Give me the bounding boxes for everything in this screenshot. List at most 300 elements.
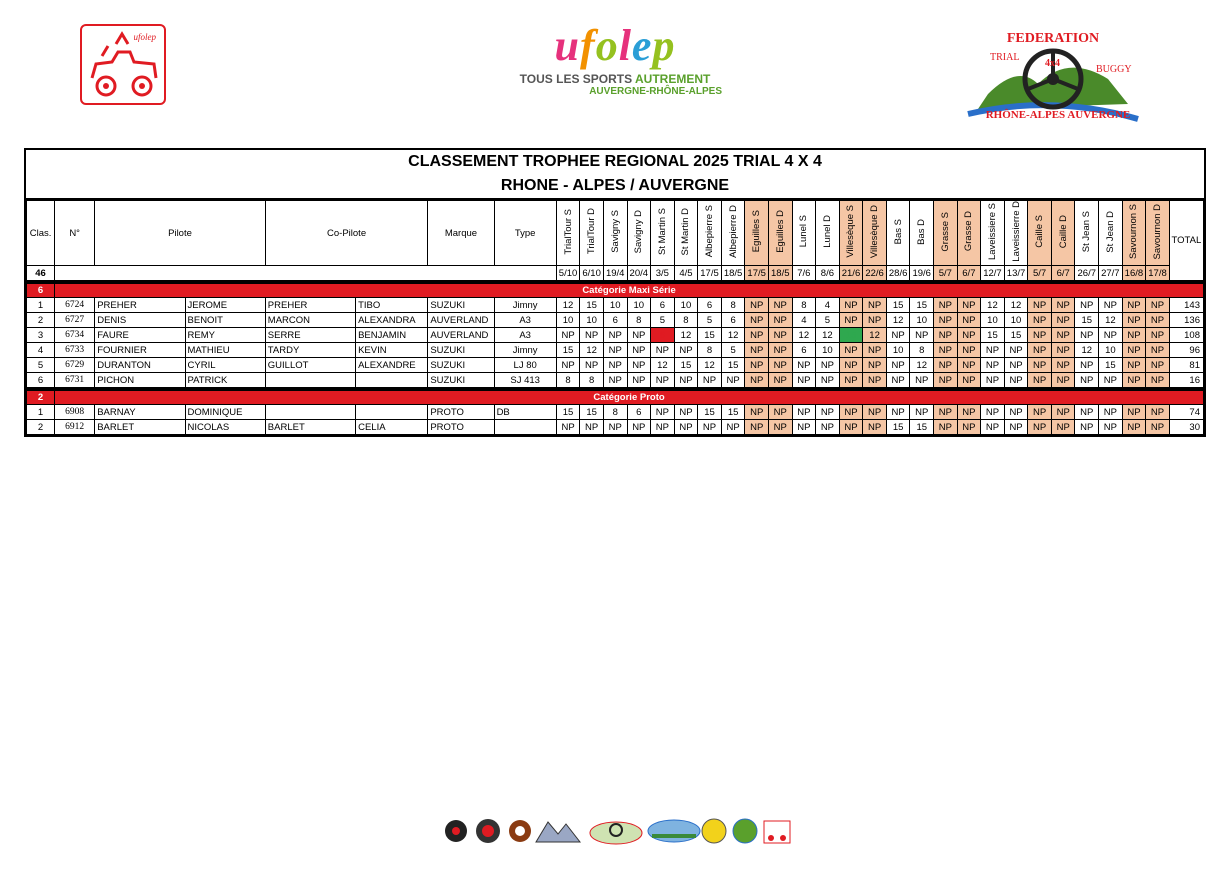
num-cell: 6733 <box>55 343 95 358</box>
score-cell: NP <box>863 420 887 435</box>
header-event <box>816 201 840 266</box>
score-cell: NP <box>1075 405 1099 420</box>
score-cell: NP <box>839 313 863 328</box>
slogan-part-1: TOUS LES SPORTS <box>519 72 636 86</box>
score-cell: NP <box>981 420 1005 435</box>
ufolep-brand: ufolep <box>554 21 676 70</box>
pilote-nom-cell: FOURNIER <box>95 343 185 358</box>
score-cell: NP <box>934 328 958 343</box>
pilote-nom-cell: DURANTON <box>95 358 185 373</box>
table-row <box>27 343 1204 358</box>
score-cell: NP <box>1028 373 1052 388</box>
event-date: 21/6 <box>839 266 863 281</box>
score-cell: NP <box>1122 328 1146 343</box>
header-num: N° <box>55 201 95 266</box>
score-cell: NP <box>745 328 769 343</box>
score-cell: NP <box>1099 420 1123 435</box>
score-cell: NP <box>603 328 627 343</box>
score-cell: NP <box>627 343 651 358</box>
score-cell: NP <box>863 405 887 420</box>
score-cell: 12 <box>792 328 816 343</box>
score-cell: NP <box>1051 328 1075 343</box>
event-name: St Martin D <box>680 207 692 256</box>
score-cell: NP <box>1004 405 1028 420</box>
dates-spacer <box>55 266 557 281</box>
copilote-nom-cell: TARDY <box>265 343 355 358</box>
clas-cell: 6 <box>27 373 55 388</box>
score-cell: NP <box>580 328 604 343</box>
score-cell: NP <box>1122 358 1146 373</box>
score-cell: NP <box>768 328 792 343</box>
score-cell: 5 <box>816 313 840 328</box>
event-date: 6/7 <box>1051 266 1075 281</box>
score-cell: NP <box>1146 373 1170 388</box>
score-cell: 12 <box>1099 313 1123 328</box>
header-event <box>556 201 580 266</box>
event-name: Grasse D <box>963 211 975 252</box>
score-cell: 8 <box>910 343 934 358</box>
num-cell: 6724 <box>55 298 95 313</box>
slogan-part-2: AUTREMENT <box>635 72 711 86</box>
federation-logo <box>958 24 1148 124</box>
score-cell: NP <box>698 373 722 388</box>
score-cell: NP <box>745 298 769 313</box>
event-date: 28/6 <box>886 266 910 281</box>
score-cell: NP <box>1146 405 1170 420</box>
score-cell: NP <box>768 343 792 358</box>
score-cell: NP <box>1122 343 1146 358</box>
event-date: 18/5 <box>768 266 792 281</box>
score-cell: NP <box>816 420 840 435</box>
score-cell: NP <box>674 373 698 388</box>
header-clas: Clas. <box>27 201 55 266</box>
score-cell: NP <box>816 373 840 388</box>
score-cell: NP <box>1146 298 1170 313</box>
score-cell: NP <box>745 373 769 388</box>
event-date: 5/7 <box>934 266 958 281</box>
header-row <box>27 201 1204 266</box>
event-name: Eguilles D <box>774 210 786 253</box>
score-cell: NP <box>1051 298 1075 313</box>
event-date: 19/4 <box>603 266 627 281</box>
score-cell: NP <box>721 420 745 435</box>
score-cell: NP <box>1122 405 1146 420</box>
score-cell: NP <box>1004 420 1028 435</box>
type-cell: Jimny <box>494 298 556 313</box>
score-cell: NP <box>556 420 580 435</box>
score-cell: NP <box>981 343 1005 358</box>
score-cell: 8 <box>603 405 627 420</box>
table-row <box>27 373 1204 388</box>
type-cell: Jimny <box>494 343 556 358</box>
score-cell: NP <box>863 343 887 358</box>
table-row <box>27 405 1204 420</box>
pilote-nom-cell: PICHON <box>95 373 185 388</box>
score-cell: NP <box>1028 298 1052 313</box>
score-cell: NP <box>1051 405 1075 420</box>
score-cell: 10 <box>1099 343 1123 358</box>
sheet-subtitle: RHONE - ALPES / AUVERGNE <box>26 174 1204 200</box>
total-cell: 96 <box>1169 343 1203 358</box>
score-cell: NP <box>768 313 792 328</box>
score-cell: 6 <box>698 298 722 313</box>
marque-cell: AUVERLAND <box>428 328 494 343</box>
table-row <box>27 358 1204 373</box>
header-event <box>768 201 792 266</box>
event-date: 4/5 <box>674 266 698 281</box>
pilote-prenom-cell: DOMINIQUE <box>185 405 265 420</box>
copilote-prenom-cell <box>356 405 428 420</box>
score-cell: NP <box>603 373 627 388</box>
score-cell: NP <box>839 420 863 435</box>
table-row <box>27 298 1204 313</box>
clas-cell: 2 <box>27 313 55 328</box>
trial-text: TRIAL <box>990 52 1020 63</box>
header-event <box>839 201 863 266</box>
header-pilote: Pilote <box>95 201 266 266</box>
clas-cell: 2 <box>27 420 55 435</box>
4x4-logo <box>648 820 700 842</box>
score-cell: 12 <box>816 328 840 343</box>
federation-logo-small <box>590 822 642 844</box>
marque-cell: SUZUKI <box>428 373 494 388</box>
event-name: Laveissierre D <box>1010 201 1022 262</box>
num-cell: 6729 <box>55 358 95 373</box>
sheet-title: CLASSEMENT TROPHEE REGIONAL 2025 TRIAL 4 X 4 <box>408 153 822 170</box>
header-event <box>934 201 958 266</box>
score-cell: 6 <box>627 405 651 420</box>
score-cell: NP <box>651 373 675 388</box>
ranking-table <box>26 200 1204 435</box>
event-date: 17/5 <box>745 266 769 281</box>
score-cell: NP <box>839 343 863 358</box>
copilote-nom-cell <box>265 405 355 420</box>
score-cell: 15 <box>981 328 1005 343</box>
header-event <box>910 201 934 266</box>
score-cell: NP <box>768 405 792 420</box>
score-cell: NP <box>839 298 863 313</box>
event-name: Savournon S <box>1128 204 1140 259</box>
event-date: 17/5 <box>698 266 722 281</box>
score-cell: NP <box>957 420 981 435</box>
logo-left-tag: ufolep <box>133 32 156 42</box>
score-cell: 15 <box>721 358 745 373</box>
event-name: St Jean S <box>1081 210 1093 253</box>
event-date: 12/7 <box>981 266 1005 281</box>
score-cell: NP <box>1122 298 1146 313</box>
score-cell: NP <box>1051 313 1075 328</box>
copilote-nom-cell: SERRE <box>265 328 355 343</box>
total-cell: 108 <box>1169 328 1203 343</box>
total-cell: 30 <box>1169 420 1203 435</box>
clas-cell: 1 <box>27 298 55 313</box>
score-cell: NP <box>934 420 958 435</box>
score-cell: NP <box>1028 343 1052 358</box>
score-cell: 12 <box>721 328 745 343</box>
federation-region-text: RHÔNE-ALPES AUVERGNE <box>985 109 1131 121</box>
score-cell: 15 <box>580 405 604 420</box>
pilote-prenom-cell: REMY <box>185 328 265 343</box>
score-cell: NP <box>816 405 840 420</box>
score-cell: 5 <box>651 313 675 328</box>
score-cell: NP <box>627 358 651 373</box>
score-cell: NP <box>1099 298 1123 313</box>
score-cell: 12 <box>863 328 887 343</box>
score-cell: 6 <box>721 313 745 328</box>
header-event <box>957 201 981 266</box>
event-date: 27/7 <box>1099 266 1123 281</box>
score-cell: NP <box>886 328 910 343</box>
score-cell: NP <box>886 358 910 373</box>
score-cell: NP <box>745 313 769 328</box>
score-cell: 8 <box>674 313 698 328</box>
score-cell: 12 <box>651 358 675 373</box>
score-cell: 15 <box>556 405 580 420</box>
marque-cell: SUZUKI <box>428 298 494 313</box>
score-cell: 15 <box>886 298 910 313</box>
copilote-prenom-cell: KEVIN <box>356 343 428 358</box>
score-cell: NP <box>816 358 840 373</box>
score-cell: 10 <box>556 313 580 328</box>
score-cell: 12 <box>910 358 934 373</box>
header-event <box>627 201 651 266</box>
score-cell: NP <box>1075 420 1099 435</box>
score-cell: NP <box>863 373 887 388</box>
header-marque: Marque <box>428 201 494 266</box>
score-cell: NP <box>1004 373 1028 388</box>
score-cell: 10 <box>603 298 627 313</box>
score-cell: NP <box>957 298 981 313</box>
category-count: 6 <box>27 284 55 298</box>
pilote-nom-cell: BARLET <box>95 420 185 435</box>
score-cell: NP <box>1028 313 1052 328</box>
score-cell: NP <box>1099 373 1123 388</box>
score-cell: NP <box>886 373 910 388</box>
score-cell: NP <box>1075 373 1099 388</box>
marque-cell: SUZUKI <box>428 358 494 373</box>
dates-row <box>27 266 1204 281</box>
pilote-prenom-cell: NICOLAS <box>185 420 265 435</box>
tire-logo <box>476 819 500 843</box>
total-cell: 74 <box>1169 405 1203 420</box>
score-cell: NP <box>768 420 792 435</box>
total-cell: 136 <box>1169 313 1203 328</box>
header-copilote: Co-Pilote <box>265 201 428 266</box>
header-event <box>745 201 769 266</box>
event-date: 19/6 <box>910 266 934 281</box>
score-cell: NP <box>792 420 816 435</box>
copilote-nom-cell: PREHER <box>265 298 355 313</box>
pilote-prenom-cell: JEROME <box>185 298 265 313</box>
event-date: 22/6 <box>863 266 887 281</box>
score-cell: NP <box>839 405 863 420</box>
score-cell: 12 <box>886 313 910 328</box>
score-cell: NP <box>957 328 981 343</box>
score-cell: NP <box>627 420 651 435</box>
score-cell: 10 <box>981 313 1005 328</box>
score-cell: NP <box>556 358 580 373</box>
event-name: Villesèque S <box>845 205 857 258</box>
copilote-nom-cell: MARCON <box>265 313 355 328</box>
score-cell: NP <box>981 358 1005 373</box>
header-event <box>651 201 675 266</box>
event-name: Villesèque D <box>869 204 881 259</box>
score-cell: NP <box>1028 328 1052 343</box>
event-date: 6/7 <box>957 266 981 281</box>
copilote-prenom-cell: ALEXANDRE <box>356 358 428 373</box>
table-row <box>27 328 1204 343</box>
score-cell: NP <box>627 328 651 343</box>
score-cell: NP <box>1146 343 1170 358</box>
copilote-nom-cell <box>265 373 355 388</box>
event-date: 18/5 <box>721 266 745 281</box>
header-event <box>603 201 627 266</box>
header-event <box>981 201 1005 266</box>
score-cell: 15 <box>910 420 934 435</box>
score-cell: NP <box>1075 358 1099 373</box>
clas-cell: 3 <box>27 328 55 343</box>
score-cell: NP <box>981 373 1005 388</box>
type-cell: LJ 80 <box>494 358 556 373</box>
score-cell: NP <box>910 373 934 388</box>
score-cell: 10 <box>674 298 698 313</box>
event-date: 26/7 <box>1075 266 1099 281</box>
pilote-prenom-cell: PATRICK <box>185 373 265 388</box>
score-cell: NP <box>1028 358 1052 373</box>
num-cell: 6908 <box>55 405 95 420</box>
score-cell: NP <box>768 358 792 373</box>
event-date: 17/8 <box>1146 266 1170 281</box>
score-cell: 12 <box>981 298 1005 313</box>
score-cell: NP <box>863 313 887 328</box>
score-cell: 5 <box>721 343 745 358</box>
score-cell: 15 <box>698 405 722 420</box>
score-cell: 15 <box>556 343 580 358</box>
event-date: 3/5 <box>651 266 675 281</box>
header-type: Type <box>494 201 556 266</box>
score-cell: 15 <box>580 298 604 313</box>
score-cell: NP <box>863 298 887 313</box>
score-cell: NP <box>651 420 675 435</box>
ufolep-region: AUVERGNE-RHÔNE-ALPES <box>589 86 722 97</box>
event-name: Lunel S <box>798 215 810 248</box>
score-cell: NP <box>745 343 769 358</box>
score-cell: NP <box>580 358 604 373</box>
score-cell: 12 <box>698 358 722 373</box>
event-date: 7/6 <box>792 266 816 281</box>
score-cell: NP <box>934 298 958 313</box>
score-cell: 6 <box>792 343 816 358</box>
mountain-logo <box>536 822 580 842</box>
score-cell: 15 <box>698 328 722 343</box>
event-name: Laveissiere S <box>986 202 998 261</box>
header-event <box>1051 201 1075 266</box>
score-cell: NP <box>1004 343 1028 358</box>
score-cell: NP <box>839 358 863 373</box>
ranking-sheet <box>24 148 1206 437</box>
score-cell: 10 <box>886 343 910 358</box>
score-cell: NP <box>1122 420 1146 435</box>
score-cell: NP <box>1051 373 1075 388</box>
category-count: 2 <box>27 391 55 405</box>
buggy-text: BUGGY <box>1096 64 1132 75</box>
header-event <box>1122 201 1146 266</box>
club-logo-1 <box>509 820 531 842</box>
event-name: Savigny D <box>633 209 645 254</box>
type-cell: SJ 413 <box>494 373 556 388</box>
score-cell: NP <box>674 405 698 420</box>
pilote-prenom-cell: BENOIT <box>185 313 265 328</box>
event-name: Albepierre S <box>704 205 716 258</box>
green-club-logo <box>733 819 757 843</box>
score-cell: NP <box>1122 373 1146 388</box>
score-cell: 15 <box>839 328 863 343</box>
score-cell: NP <box>556 328 580 343</box>
score-cell: NP <box>627 373 651 388</box>
pilote-nom-cell: PREHER <box>95 298 185 313</box>
score-cell: 6 <box>651 298 675 313</box>
header-event <box>580 201 604 266</box>
score-cell: NP <box>981 405 1005 420</box>
event-name: St Martin S <box>656 208 668 255</box>
event-name: Bas D <box>916 218 928 245</box>
event-name: Lunel D <box>821 215 833 248</box>
score-cell: 10 <box>580 313 604 328</box>
type-cell: DB <box>494 405 556 420</box>
score-cell: NP <box>792 373 816 388</box>
score-cell: 12 <box>556 298 580 313</box>
copilote-nom-cell: GUILLOT <box>265 358 355 373</box>
score-cell: 10 <box>627 298 651 313</box>
score-cell: NP <box>886 405 910 420</box>
num-cell: 6734 <box>55 328 95 343</box>
score-cell: NP <box>863 358 887 373</box>
score-cell: NP <box>910 328 934 343</box>
table-row <box>27 420 1204 435</box>
score-cell: NP <box>957 405 981 420</box>
header-event <box>698 201 722 266</box>
score-cell: NP <box>1075 328 1099 343</box>
score-cell: NP <box>910 405 934 420</box>
score-cell: 4 <box>816 298 840 313</box>
header-event <box>1146 201 1170 266</box>
copilote-prenom-cell: CELIA <box>356 420 428 435</box>
event-name: Grasse S <box>939 211 951 252</box>
event-date: 13/7 <box>1004 266 1028 281</box>
score-cell: NP <box>603 420 627 435</box>
num-cell: 6731 <box>55 373 95 388</box>
score-cell: NP <box>1099 328 1123 343</box>
score-cell: NP <box>698 420 722 435</box>
score-cell: NP <box>934 313 958 328</box>
score-cell: NP <box>1004 358 1028 373</box>
score-cell: NP <box>721 373 745 388</box>
header-event <box>674 201 698 266</box>
pilote-nom-cell: DENIS <box>95 313 185 328</box>
score-cell: NP <box>957 313 981 328</box>
ufolep-logo <box>500 21 730 104</box>
score-cell: NP <box>839 373 863 388</box>
event-date: 6/10 <box>580 266 604 281</box>
event-name: Caille D <box>1057 214 1069 249</box>
score-cell: 8 <box>580 373 604 388</box>
type-cell <box>494 420 556 435</box>
event-name: Bas S <box>892 218 904 245</box>
score-cell: 10 <box>816 343 840 358</box>
score-cell: NP <box>674 420 698 435</box>
score-cell: 8 <box>651 328 675 343</box>
score-cell: NP <box>1146 328 1170 343</box>
